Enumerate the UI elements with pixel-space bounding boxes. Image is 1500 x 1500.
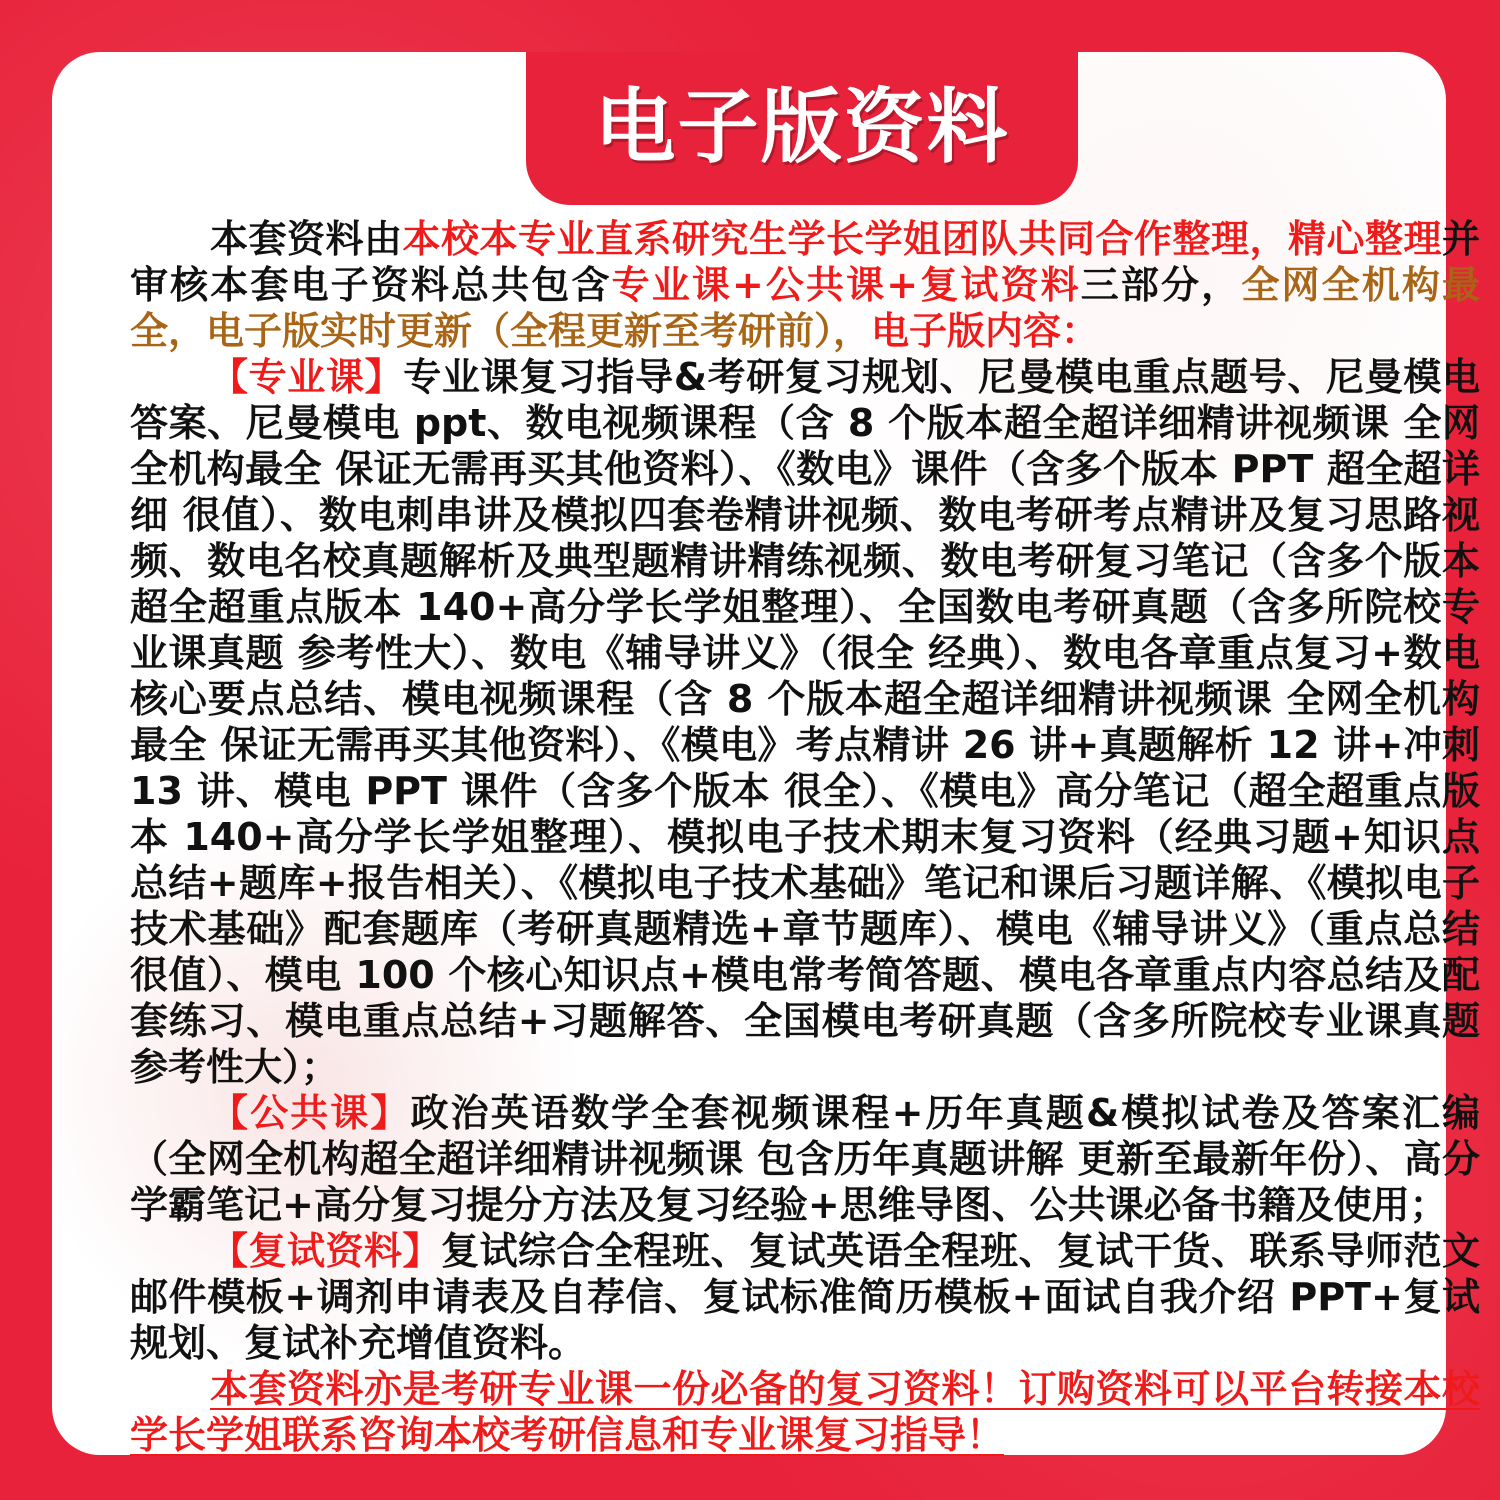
intro-highlight-components: 专业课+公共课+复试资料 — [611, 263, 1081, 307]
title-banner — [526, 52, 1078, 205]
intro-text-3: 三部分， — [1080, 263, 1242, 307]
section-text-public: 政治英语数学全套视频课程+历年真题&模拟试卷及答案汇编（全网全机构超全超详细精讲视频课 包含历年真题讲解 更新至最新年份）、高分学霸笔记+高分复习提分方法及复习经验+思维导图、公共课必备书籍及使用； — [130, 1091, 1480, 1227]
content-panel — [52, 52, 1480, 1457]
intro-text-1: 本套资料由 — [210, 217, 403, 261]
intro-highlight-team: 本校本专业直系研究生学长学姐团队共同合作整理，精心整理 — [402, 217, 1442, 261]
intro-highlight-update: 全网全机构最全，电子版实时更新（全程更新至考研前）， — [130, 263, 1480, 353]
section-retest — [130, 1228, 1480, 1366]
section-text-retest: 复试综合全程班、复试英语全程班、复试干货、联系导师范文邮件模板+调剂申请表及自荐信、复试标准简历模板+面试自我介绍 PPT+复试规划、复试补充增值资料。 — [130, 1229, 1480, 1365]
intro-paragraph — [130, 216, 1480, 354]
intro-text-2: 并审核本套电子资料总共包含 — [130, 217, 1480, 307]
section-label-public: 【公共课】 — [210, 1091, 411, 1135]
section-text-professional: 专业课复习指导&考研复习规划、尼曼模电重点题号、尼曼模电答案、尼曼模电 ppt、数电视频课程（含 8 个版本超全超详细精讲视频课 全网全机构最全 保证无需再买其他资料）、《数电》课件（含多个版本 PPT 超全超详细 很值）、数电刺串讲及模拟四套卷精讲视频、数电考研考点精讲及复习思路视频、数电名校真题解析及典型题精讲精练视频、数电考研复习笔记（含多个版本超全超重点版本 140+高分学长学姐整理）、全国数电考研真题（含多所院校专业课真题 参考性大）、数电《辅导讲义》（很全 经典）、数电各章重点复习+数电核心要点总结、模电视频课程（含 8 个版本超全超详细精讲视频课 全网全机构最全 保证无需再买其他资料）、《模电》考点精讲 26 讲+真题解析 12 讲+冲刺 13 讲、模电 PPT 课件（含多个版本 很全）、《模电》高分笔记（超全超重点版本 140+高分学长学姐整理）、模拟电子技术期末复习资料（经典习题+知识点总结+题库+报告相关）、《模拟电子技术基础》笔记和课后习题详解、《模拟电子技术基础》配套题库（考研真题精选+章节题库）、模电《辅导讲义》（重点总结 很值）、模电 100 个核心知识点+模电常考简答题、模电各章重点内容总结及配套练习、模电重点总结+习题解答、全国模电考研真题（含多所院校专业课真题 参考性大）； — [130, 355, 1480, 1089]
page-title: 电子版资料 — [594, 81, 1010, 175]
description-body — [130, 216, 1480, 1458]
closing-note: 本套资料亦是考研专业课一份必备的复习资料！订购资料可以平台转接本校学长学姐联系咨询本校考研信息和专业课复习指导！ — [130, 1367, 1480, 1457]
section-public — [130, 1090, 1480, 1228]
section-label-professional: 【专业课】 — [210, 355, 404, 399]
intro-highlight-contents: 电子版内容： — [871, 309, 1100, 353]
section-professional — [130, 354, 1480, 1090]
section-label-retest: 【复试资料】 — [210, 1229, 441, 1273]
